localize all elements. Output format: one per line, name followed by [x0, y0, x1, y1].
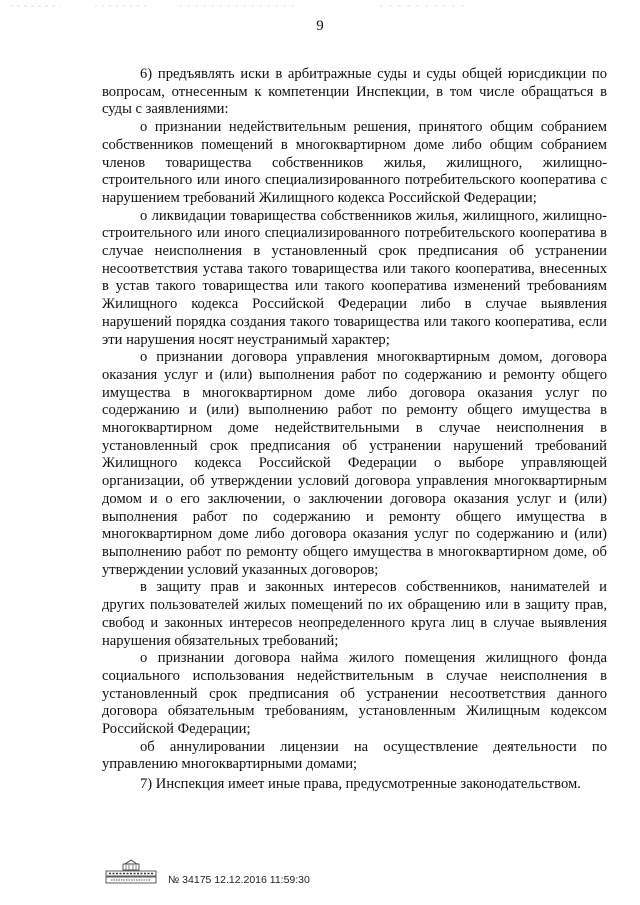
paragraph-management-contract: о признании договора управления многоквартирным домом, договора оказания услуг и (или) выполнения работ по содержанию и ремонту общего имущества в многоквартирном доме либо договора оказания услуг по содержанию и (или) выполнению работ по ремонту общего имущества в многоквартирном доме недействительными в случае неисполнения в установленный срок предписания об устранении нарушений требований Жилищного кодекса Российской Федерации о выборе управляющей организации, об утверждении условий договора управления многоквартирным домом и о его заключении, о заключении договора оказания услуг и (или) выполнения работ по содержанию и ремонту общего имущества в многоквартирном доме либо договора оказания услуг по содержанию и (или) выполнению работ по ремонту общего имущества в многоквартирном доме, об утверждении условий указанных договоров; [102, 349, 607, 578]
paragraph-license-annulment: об аннулировании лицензии на осуществление деятельности по управлению многоквартирными домами; [102, 738, 607, 773]
paragraph-item-7: 7) Инспекция имеет иные права, предусмотренные законодательством. [140, 776, 581, 793]
document-body [102, 66, 607, 794]
page-number: 9 [316, 18, 324, 34]
paragraph-protection-rights: в защиту прав и законных интересов собственников, нанимателей и других пользователей жилых помещений по их обращению или в защиту прав, свобод и законных интересов неопределенного круга лиц в случае выявления нарушения обязательных требований; [102, 579, 607, 649]
paragraph-item-6: 6) предъявлять иски в арбитражные суды и суды общей юрисдикции по вопросам, отнесенным к компетенции Инспекции, в том числе обращаться в суды с заявлениями: [102, 66, 607, 118]
scan-artifact-marks [0, 4, 640, 8]
paragraph-invalid-decision: о признании недействительным решения, принятого общим собранием собственников помещений в многоквартирном доме либо общим собранием членов товарищества собственников жилья, жилищного, жилищно-строительного или иного специализированного потребительского кооператива с нарушением требований Жилищного кодекса Российской Федерации; [102, 119, 607, 206]
paragraph-lease-contract: о признании договора найма жилого помещения жилищного фонда социального использования недействительным в случае неисполнения в установленный срок предписания об устранении несоответствия данного договора обязательным требованиям, установленным Жилищным кодексом Российской Федерации; [102, 650, 607, 738]
registry-stamp-icon [103, 858, 159, 886]
registry-footer: № 34175 12.12.2016 11:59:30 [168, 874, 310, 886]
paragraph-liquidation: о ликвидации товарищества собственников жилья, жилищного, жилищно-строительного или иного специализированного потребительского кооператива в случае неисполнения в установленный срок предписания об устранении несоответствия устава такого товарищества или такого кооператива, внесенных в устав такого товарищества или такого кооператива изменений требованиям Жилищного кодекса Российской Федерации либо в случае выявления нарушений порядка создания такого товарищества или такого кооператива, если эти нарушения носят неустранимый характер; [102, 207, 607, 348]
